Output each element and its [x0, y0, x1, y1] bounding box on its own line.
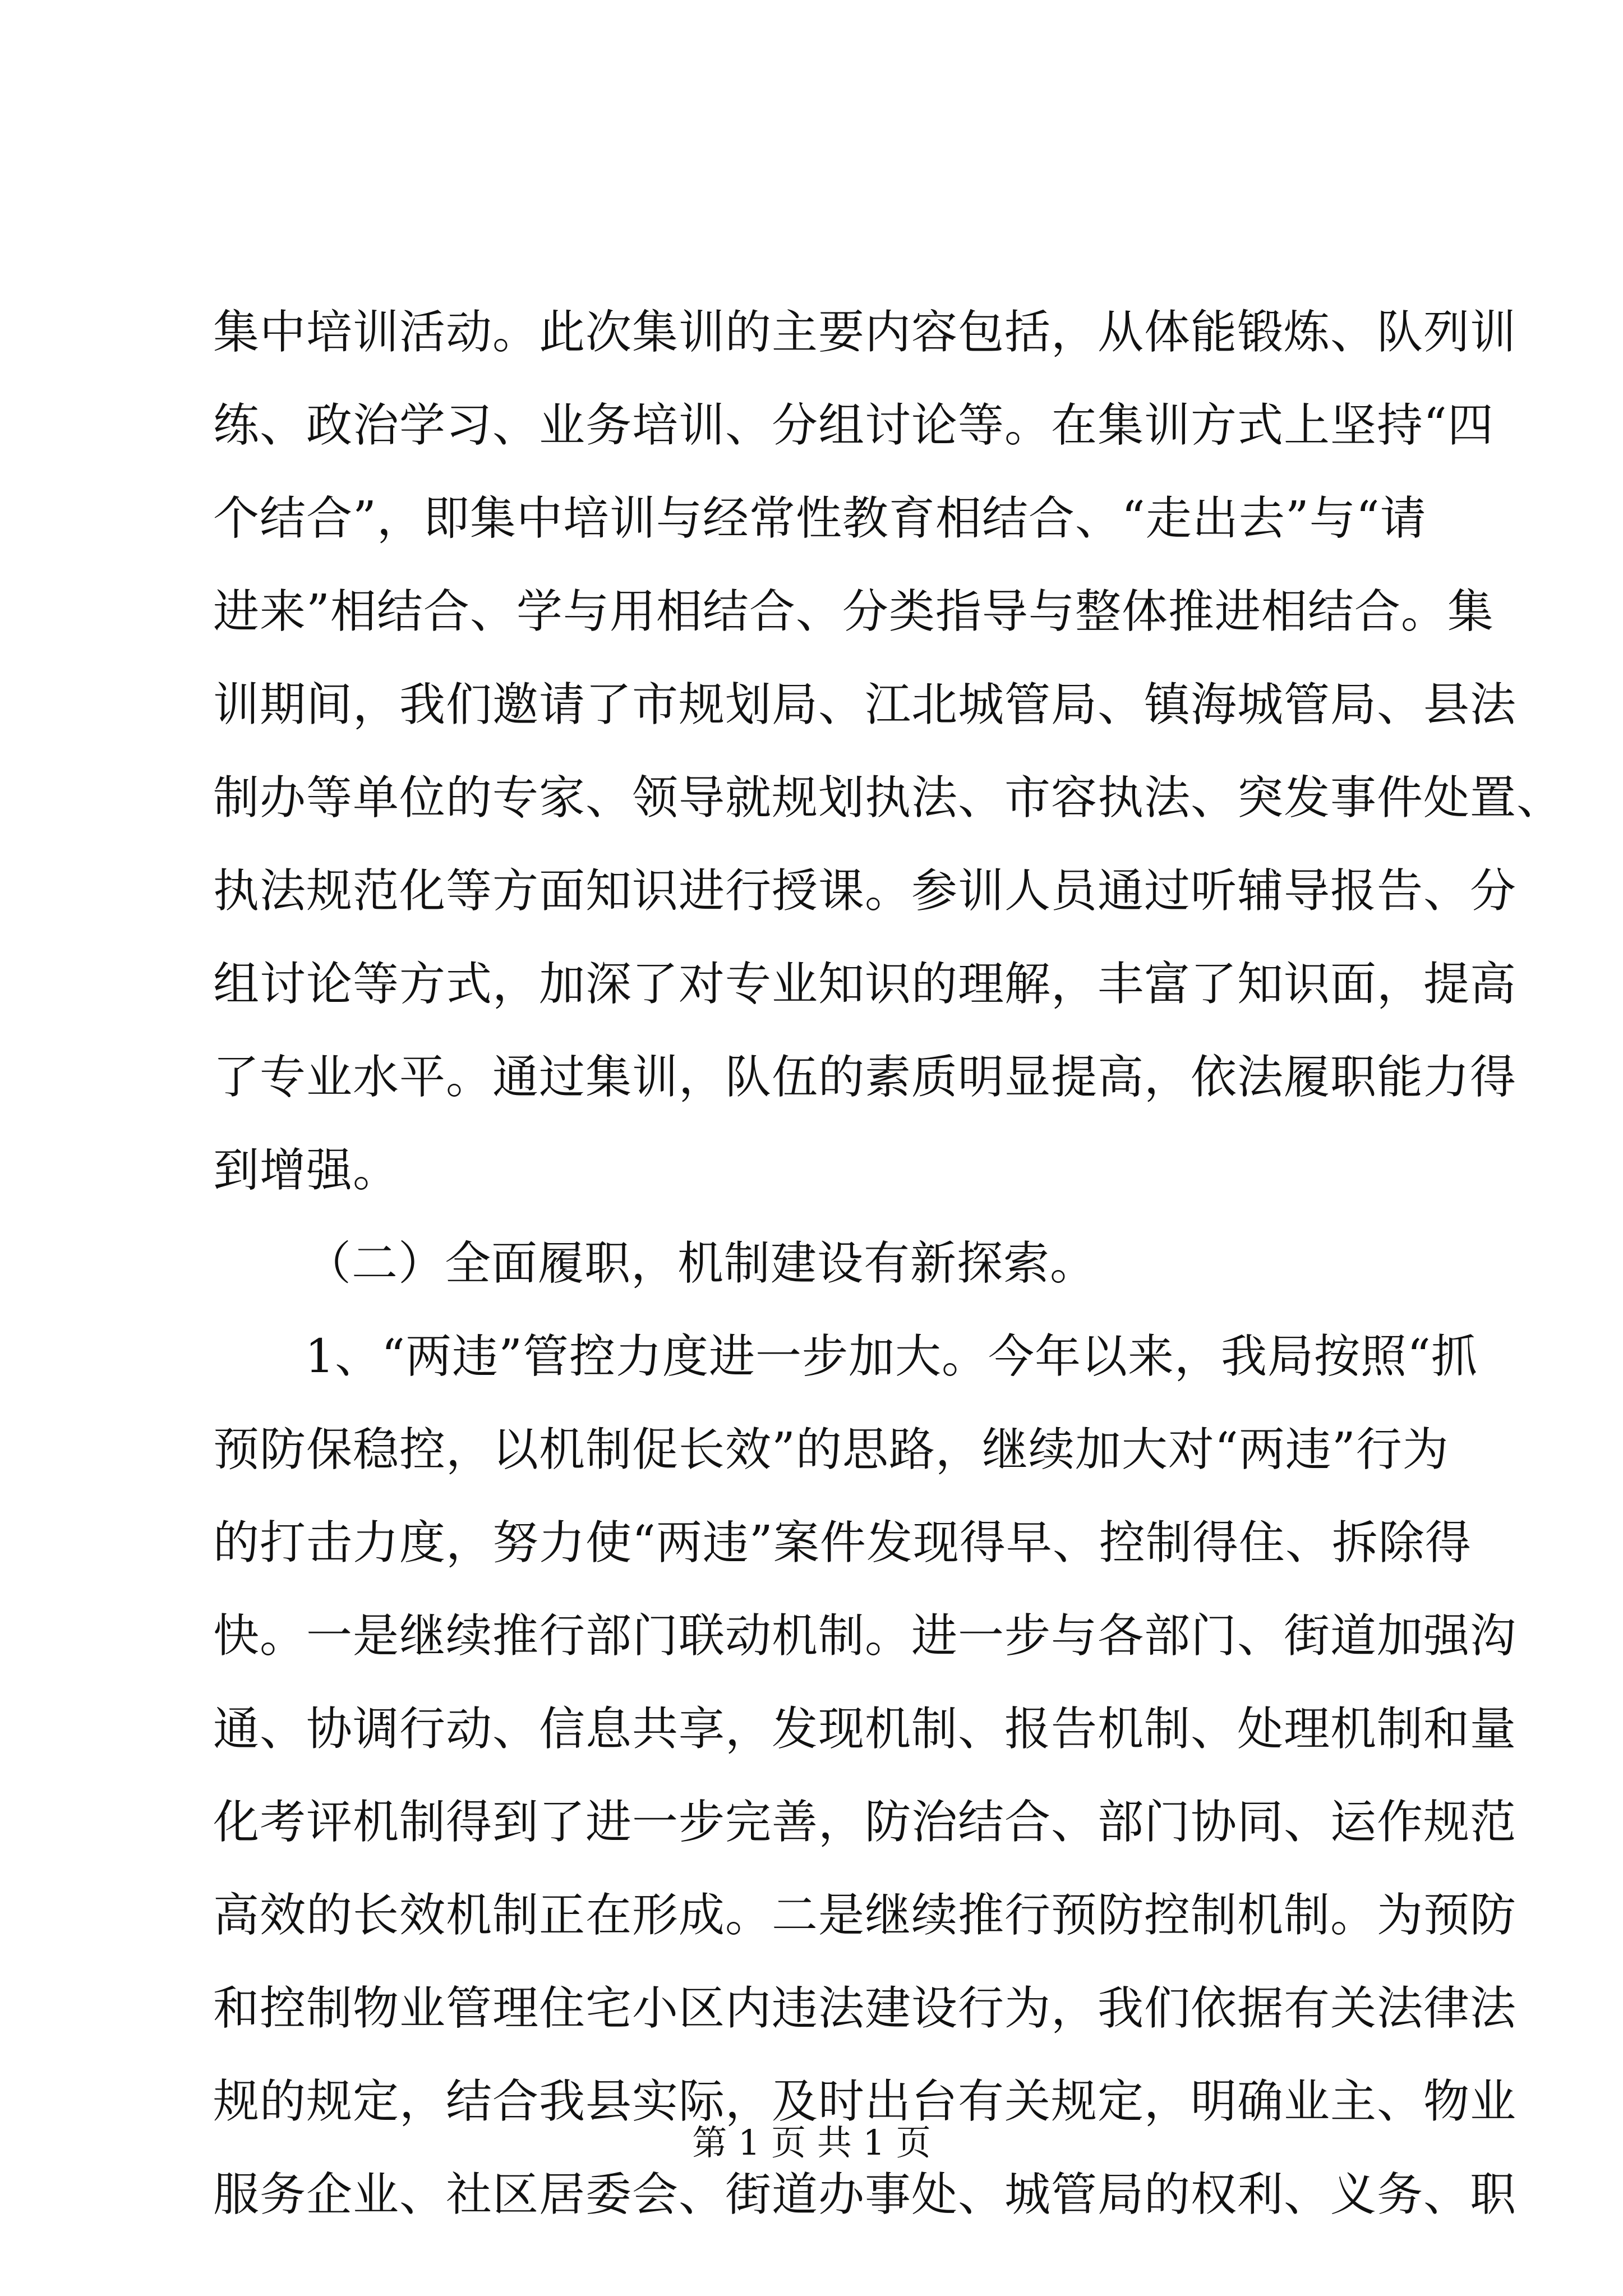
text-line: 规的规定，结合我县实际，及时出台有关规定，明确业主、物业 — [213, 2075, 1517, 2128]
text-line: 的打击力度，努力使“两违”案件发现得早、控制得住、拆除得 — [213, 1516, 1472, 1570]
text-line: 制办等单位的专家、领导就规划执法、市容执法、突发事件处置、 — [213, 771, 1564, 825]
paragraph-start-line: 1、“两违”管控力度进一步加大。今年以来，我局按照“抓 — [305, 1330, 1478, 1383]
text-line: 化考评机制得到了进一步完善，防治结合、部门协同、运作规范 — [213, 1796, 1517, 1849]
page-number-label: 第 1 页 共 1 页 — [692, 2122, 931, 2163]
text-line: 集中培训活动。此次集训的主要内容包括，从体能锻炼、队列训 — [213, 306, 1517, 359]
text-line: 组讨论等方式，加深了对专业知识的理解，丰富了知识面，提高 — [213, 958, 1517, 1011]
text-line: 服务企业、社区居委会、街道办事处、城管局的权利、义务、职 — [213, 2168, 1517, 2221]
text-line: 通、协调行动、信息共享，发现机制、报告机制、处理机制和量 — [213, 1703, 1517, 1756]
text-line: 个结合”，即集中培训与经常性教育相结合、“走出去”与“请 — [213, 492, 1427, 545]
document-body — [213, 286, 1564, 2242]
text-line: 预防保稳控，以机制促长效”的思路，继续加大对“两违”行为 — [213, 1423, 1449, 1476]
text-line: 快。一是继续推行部门联动机制。进一步与各部门、街道加强沟 — [213, 1609, 1517, 1663]
text-line: 练、政治学习、业务培训、分组讨论等。在集训方式上坚持“四 — [213, 399, 1494, 452]
text-line: 执法规范化等方面知识进行授课。参训人员通过听辅导报告、分 — [213, 864, 1517, 918]
text-line: 高效的长效机制正在形成。二是继续推行预防控制机制。为预防 — [213, 1889, 1517, 1942]
text-line: 到增强。 — [213, 1144, 400, 1197]
section-heading: （二）全面履职，机制建设有新探索。 — [305, 1237, 1097, 1290]
page-footer — [0, 2120, 1623, 2165]
text-line: 进来”相结合、学与用相结合、分类指导与整体推进相结合。集 — [213, 585, 1494, 638]
text-line: 了专业水平。通过集训，队伍的素质明显提高，依法履职能力得 — [213, 1051, 1517, 1104]
text-line: 训期间，我们邀请了市规划局、江北城管局、镇海城管局、县法 — [213, 678, 1517, 731]
text-line: 和控制物业管理住宅小区内违法建设行为，我们依据有关法律法 — [213, 1982, 1517, 2035]
